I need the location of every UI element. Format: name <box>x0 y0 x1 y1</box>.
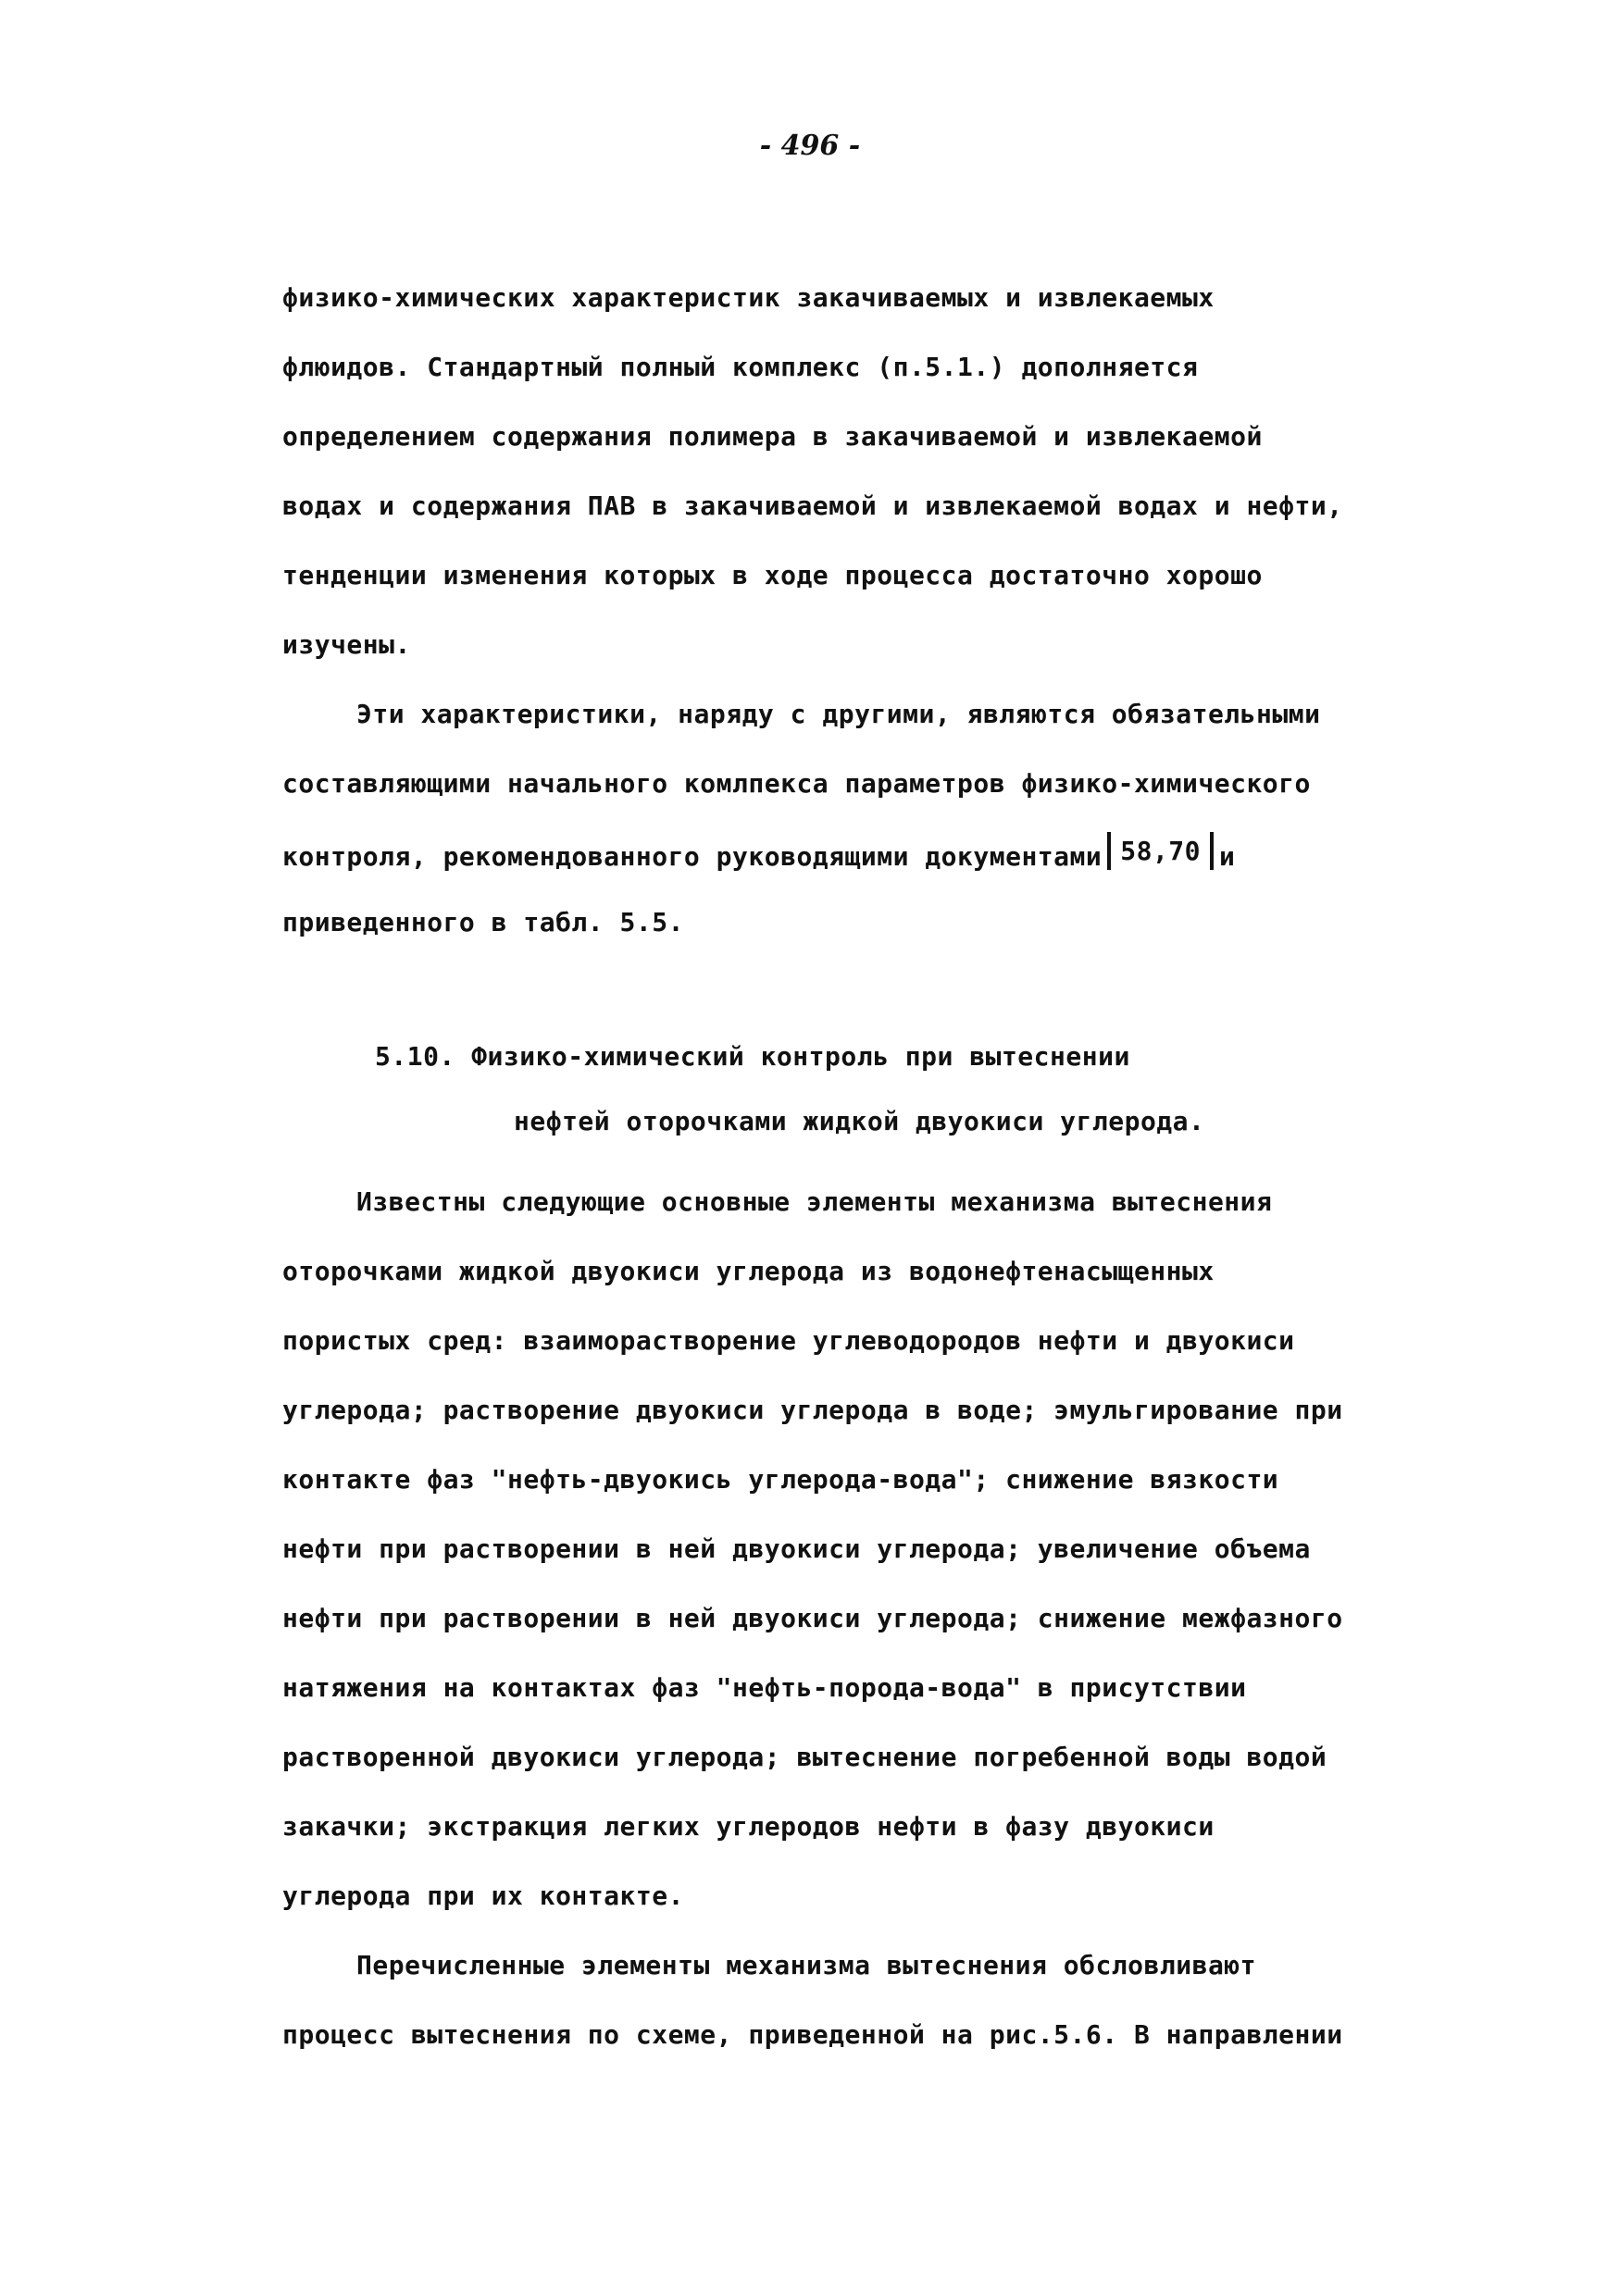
page-number: - 496 - <box>759 130 861 162</box>
text-line: пористых сред: взаиморастворение углеводородов нефти и двуокиси <box>282 1325 1295 1356</box>
text-line: определением содержания полимера в закачиваемой и извлекаемой <box>282 421 1263 452</box>
text-line: Известны следующие основные элементы механизма вытеснения <box>356 1186 1273 1217</box>
text-line: изучены. <box>282 629 411 660</box>
text-line: контакте фаз "нефть-двуокись углерода-вода"; снижение вязкости <box>282 1464 1279 1495</box>
text-line: водах и содержания ПАВ в закачиваемой и извлекаемой водах и нефти, <box>282 490 1343 521</box>
text-line: нефти при растворении в ней двуокиси углерода; снижение межфазного <box>282 1603 1343 1633</box>
text-line: Перечисленные элементы механизма вытеснения обсловливают <box>356 1950 1257 1980</box>
text-line: закачки; экстракция легких углеродов нефти в фазу двуокиси <box>282 1811 1215 1842</box>
section-heading-line: нефтей оторочками жидкой двуокиси углерода. <box>514 1106 1205 1136</box>
text-line: натяжения на контактах фаз "нефть-порода-вода" в присутствии <box>282 1672 1247 1703</box>
text-line: оторочками жидкой двуокиси углерода из водонефтенасыщенных <box>282 1256 1215 1286</box>
text-line: физико-химических характеристик закачиваемых и извлекаемых <box>282 282 1215 313</box>
text-segment: и <box>1219 841 1236 872</box>
text-line: нефти при растворении в ней двуокиси углерода; увеличение объема <box>282 1533 1311 1564</box>
text-line: флюидов. Стандартный полный комплекс (п.5.1.) дополняется <box>282 352 1199 382</box>
text-line: углерода при их контакте. <box>282 1880 684 1911</box>
text-line: тенденции изменения которых в ходе процесса достаточно хорошо <box>282 560 1263 590</box>
text-line: растворенной двуокиси углерода; вытеснение погребенной воды водой <box>282 1742 1327 1772</box>
text-line-with-citation <box>282 838 1235 875</box>
text-line: углерода; растворение двуокиси углерода в воде; эмульгирование при <box>282 1395 1343 1425</box>
text-line: Эти характеристики, наряду с другими, являются обязательными <box>356 699 1321 729</box>
text-segment: контроля, рекомендованного руководящими документами <box>282 841 1103 872</box>
section-heading-line: 5.10. Физико-химический контроль при вытеснении <box>375 1041 1130 1072</box>
text-line: процесс вытеснения по схеме, приведенной на рис.5.6. В направлении <box>282 2019 1343 2050</box>
text-line: составляющими начального комлпекса параметров физико-химического <box>282 768 1311 799</box>
citation-reference: 58,70 <box>1107 832 1214 870</box>
text-line: приведенного в табл. 5.5. <box>282 907 684 937</box>
